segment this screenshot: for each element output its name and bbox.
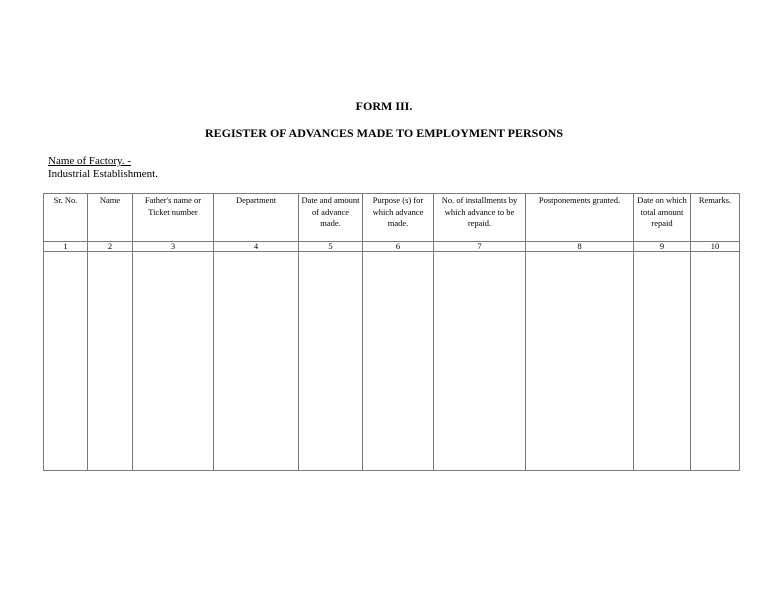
form-title: FORM III.: [355, 99, 413, 113]
factory-name-label: Name of Factory. -: [48, 155, 131, 167]
advances-register-table: [43, 193, 740, 471]
column-number: 4: [214, 242, 299, 252]
column-header-installments: No. of installments by which advance to be repaid.: [434, 194, 526, 242]
column-header-sr-no: Sr. No.: [44, 194, 88, 242]
column-header-name: Name: [88, 194, 133, 242]
column-header-date-amount: Date and amount of advance made.: [299, 194, 363, 242]
column-number: 7: [434, 242, 526, 252]
entry-cell-purpose: [363, 252, 434, 471]
column-header-remarks: Remarks.: [691, 194, 740, 242]
column-number: 5: [299, 242, 363, 252]
column-number: 2: [88, 242, 133, 252]
column-header-fathers-name: Father's name or Ticket number: [133, 194, 214, 242]
entry-cell-department: [214, 252, 299, 471]
column-header-date-repaid: Date on which total amount repaid: [634, 194, 691, 242]
entry-cell-installments: [434, 252, 526, 471]
column-number: 10: [691, 242, 740, 252]
entry-cell-date-repaid: [634, 252, 691, 471]
column-number: 3: [133, 242, 214, 252]
header-row: [44, 194, 740, 242]
entry-row: [44, 252, 740, 471]
entry-cell-fathers-name: [133, 252, 214, 471]
entry-cell-date-amount: [299, 252, 363, 471]
entry-cell-name: [88, 252, 133, 471]
column-header-department: Department: [214, 194, 299, 242]
column-header-postponements: Postponements granted.: [526, 194, 634, 242]
column-number: 6: [363, 242, 434, 252]
entry-cell-sr-no: [44, 252, 88, 471]
column-number-row: [44, 242, 740, 252]
establishment-label: Industrial Establishment.: [48, 168, 158, 180]
column-number: 9: [634, 242, 691, 252]
entry-cell-remarks: [691, 252, 740, 471]
column-number: 8: [526, 242, 634, 252]
entry-cell-postponements: [526, 252, 634, 471]
register-title: REGISTER OF ADVANCES MADE TO EMPLOYMENT PERSONS: [204, 126, 564, 140]
column-header-purpose: Purpose (s) for which advance made.: [363, 194, 434, 242]
column-number: 1: [44, 242, 88, 252]
